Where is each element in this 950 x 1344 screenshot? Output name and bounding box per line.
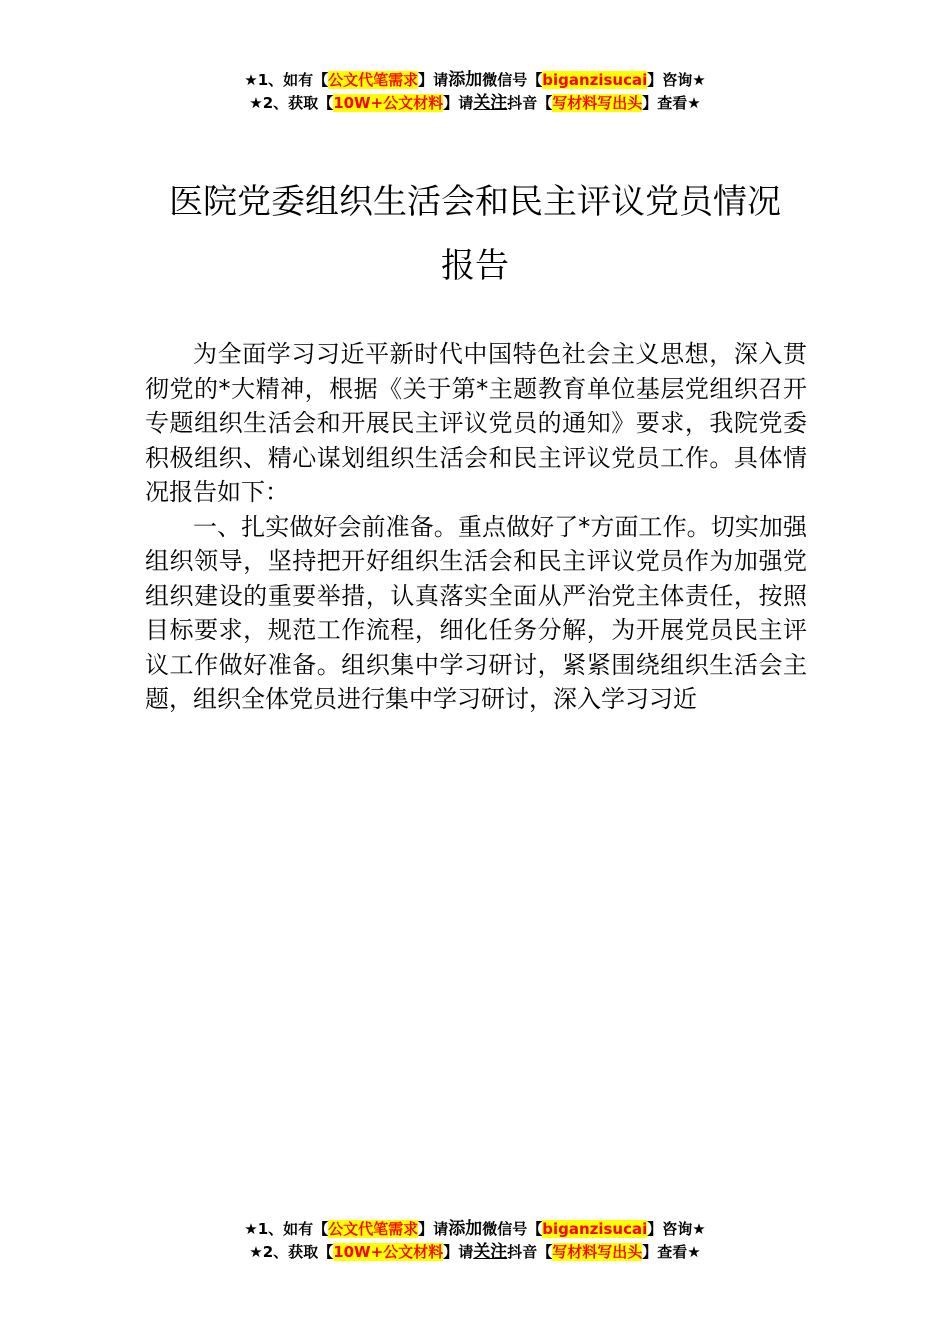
promo-emphasis: 关注 xyxy=(473,93,508,113)
promo-text: 】咨询★ xyxy=(647,1220,706,1238)
document-title xyxy=(0,170,950,298)
promo-emphasis: 关注 xyxy=(473,1242,508,1262)
promo-text: ★1、如有【 xyxy=(244,71,329,89)
promo-text: ★2、获取【 xyxy=(249,1243,334,1261)
paragraph: 一、扎实做好会前准备。重点做好了*方面工作。切实加强组织领导，坚持把开好组织生活会和民主评议党员作为加强党组织建设的重要举措，认真落实全面从严治党主体责任，按照目标要求，规范工作流程，细化任务分解，为开展党员民主评议工作做好准备。组织集中学习研讨，紧紧围绕组织生活会主题，组织全体党员进行集中学习研讨，深入学习习近 xyxy=(145,512,807,713)
promo-text: 抖音【 xyxy=(507,94,553,112)
promo-highlight: 公文代笔需求 xyxy=(328,1220,419,1238)
promo-highlight: biganzisucai xyxy=(542,1220,648,1238)
promo-text: 】请 xyxy=(418,71,449,89)
promo-text: ★1、如有【 xyxy=(244,1220,329,1238)
promo-text: 】查看★ xyxy=(642,1243,701,1261)
promo-emphasis: 添加 xyxy=(448,70,483,90)
promo-emphasis: 添加 xyxy=(448,1219,483,1239)
promo-highlight: 10W+公文材料 xyxy=(333,1243,444,1261)
promo-highlight: biganzisucai xyxy=(542,71,648,89)
promo-text: 】请 xyxy=(418,1220,449,1238)
promo-text: 】请 xyxy=(443,1243,474,1261)
promo-header xyxy=(0,69,950,115)
promo-line-1 xyxy=(0,69,950,92)
title-line-2: 报告 xyxy=(441,246,509,286)
title-line-1: 医院党委组织生活会和民主评议党员情况 xyxy=(169,182,781,222)
promo-line-2 xyxy=(0,1241,950,1264)
promo-text: 】请 xyxy=(443,94,474,112)
promo-text: 】查看★ xyxy=(642,94,701,112)
promo-text: 抖音【 xyxy=(507,1243,553,1261)
promo-text: 微信号【 xyxy=(482,1220,543,1238)
promo-text: 】咨询★ xyxy=(647,71,706,89)
promo-footer xyxy=(0,1218,950,1264)
promo-text: 微信号【 xyxy=(482,71,543,89)
promo-highlight: 写材料写出头 xyxy=(552,94,643,112)
document-body xyxy=(145,337,807,717)
promo-line-2 xyxy=(0,92,950,115)
promo-highlight: 公文代笔需求 xyxy=(328,71,419,89)
promo-highlight: 10W+公文材料 xyxy=(333,94,444,112)
paragraph: 为全面学习习近平新时代中国特色社会主义思想，深入贯彻党的*大精神，根据《关于第*主题教育单位基层党组织召开专题组织生活会和开展民主评议党员的通知》要求，我院党委积极组织、精心谋划组织生活会和民主评议党员工作。具体情况报告如下： xyxy=(145,340,807,506)
promo-highlight: 写材料写出头 xyxy=(552,1243,643,1261)
promo-line-1 xyxy=(0,1218,950,1241)
promo-text: ★2、获取【 xyxy=(249,94,334,112)
